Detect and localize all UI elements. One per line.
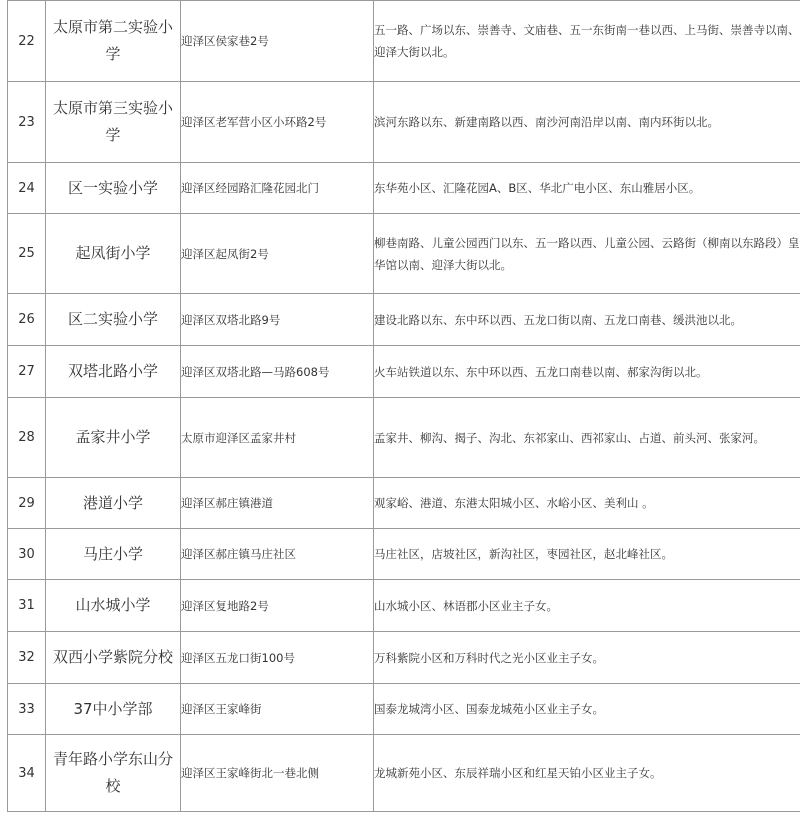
school-name: 太原市第二实验小学 [46,1,181,82]
row-number: 28 [8,398,46,478]
school-address: 迎泽区起凤街2号 [181,214,374,294]
school-address: 迎泽区郝庄镇马庄社区 [181,529,374,580]
row-number: 29 [8,478,46,529]
school-address: 太原市迎泽区孟家井村 [181,398,374,478]
enrollment-area: 龙城新苑小区、东辰祥瑞小区和红星天铂小区业主子女。 [374,735,800,812]
enrollment-area: 孟家井、柳沟、揭子、沟北、东祁家山、西祁家山、占道、前头河、张家河。 [374,398,800,478]
enrollment-area: 万科紫院小区和万科时代之光小区业主子女。 [374,632,800,684]
school-address: 迎泽区双塔北路9号 [181,294,374,346]
table-row [8,1,800,82]
enrollment-area: 东华苑小区、汇隆花园A、B区、华北广电小区、东山雅居小区。 [374,163,800,214]
table-row [8,735,800,812]
enrollment-area: 国泰龙城湾小区、国泰龙城苑小区业主子女。 [374,684,800,735]
row-number: 27 [8,346,46,398]
enrollment-area: 马庄社区，店坡社区，新沟社区，枣园社区，赵北峰社区。 [374,529,800,580]
table-row [8,684,800,735]
school-name: 双西小学紫院分校 [46,632,181,684]
school-address: 迎泽区王家峰街 [181,684,374,735]
school-name: 起凤街小学 [46,214,181,294]
school-name: 青年路小学东山分校 [46,735,181,812]
row-number: 33 [8,684,46,735]
table-row [8,632,800,684]
table-row [8,214,800,294]
enrollment-area: 观家峪、港道、东港太阳城小区、水峪小区、美利山 。 [374,478,800,529]
row-number: 25 [8,214,46,294]
school-address: 迎泽区侯家巷2号 [181,1,374,82]
school-name: 区二实验小学 [46,294,181,346]
table-row [8,82,800,163]
school-name: 山水城小学 [46,580,181,632]
row-number: 23 [8,82,46,163]
school-address: 迎泽区经园路汇隆花园北门 [181,163,374,214]
school-address: 迎泽区复地路2号 [181,580,374,632]
row-number: 32 [8,632,46,684]
table-row [8,163,800,214]
table-row [8,294,800,346]
row-number: 30 [8,529,46,580]
school-address: 迎泽区王家峰街北一巷北侧 [181,735,374,812]
school-name: 港道小学 [46,478,181,529]
row-number: 22 [8,1,46,82]
table-row [8,478,800,529]
row-number: 34 [8,735,46,812]
school-name: 双塔北路小学 [46,346,181,398]
enrollment-area: 山水城小区、林语郡小区业主子女。 [374,580,800,632]
school-address: 迎泽区双塔北路—马路608号 [181,346,374,398]
enrollment-area: 建设北路以东、东中环以西、五龙口街以南、五龙口南巷、缓洪池以北。 [374,294,800,346]
row-number: 24 [8,163,46,214]
school-name: 太原市第三实验小学 [46,82,181,163]
row-number: 31 [8,580,46,632]
table-row [8,529,800,580]
table-row [8,346,800,398]
school-name: 马庄小学 [46,529,181,580]
school-address: 迎泽区老军营小区小环路2号 [181,82,374,163]
row-number: 26 [8,294,46,346]
school-name: 区一实验小学 [46,163,181,214]
school-district-table [7,0,800,812]
school-name: 37中小学部 [46,684,181,735]
school-address: 迎泽区郝庄镇港道 [181,478,374,529]
school-name: 孟家井小学 [46,398,181,478]
table-row [8,580,800,632]
school-address: 迎泽区五龙口街100号 [181,632,374,684]
enrollment-area: 五一路、广场以东、崇善寺、文庙巷、五一东街南一巷以西、上马街、崇善寺以南、迎泽大街以北。 [374,1,800,82]
table-row [8,398,800,478]
enrollment-area: 柳巷南路、儿童公园西门以东、五一路以西、儿童公园、云路街（柳南以东路段）皇华馆以南、迎泽大街以北。 [374,214,800,294]
enrollment-area: 火车站铁道以东、东中环以西、五龙口南巷以南、郝家沟街以北。 [374,346,800,398]
enrollment-area: 滨河东路以东、新建南路以西、南沙河南沿岸以南、南内环街以北。 [374,82,800,163]
